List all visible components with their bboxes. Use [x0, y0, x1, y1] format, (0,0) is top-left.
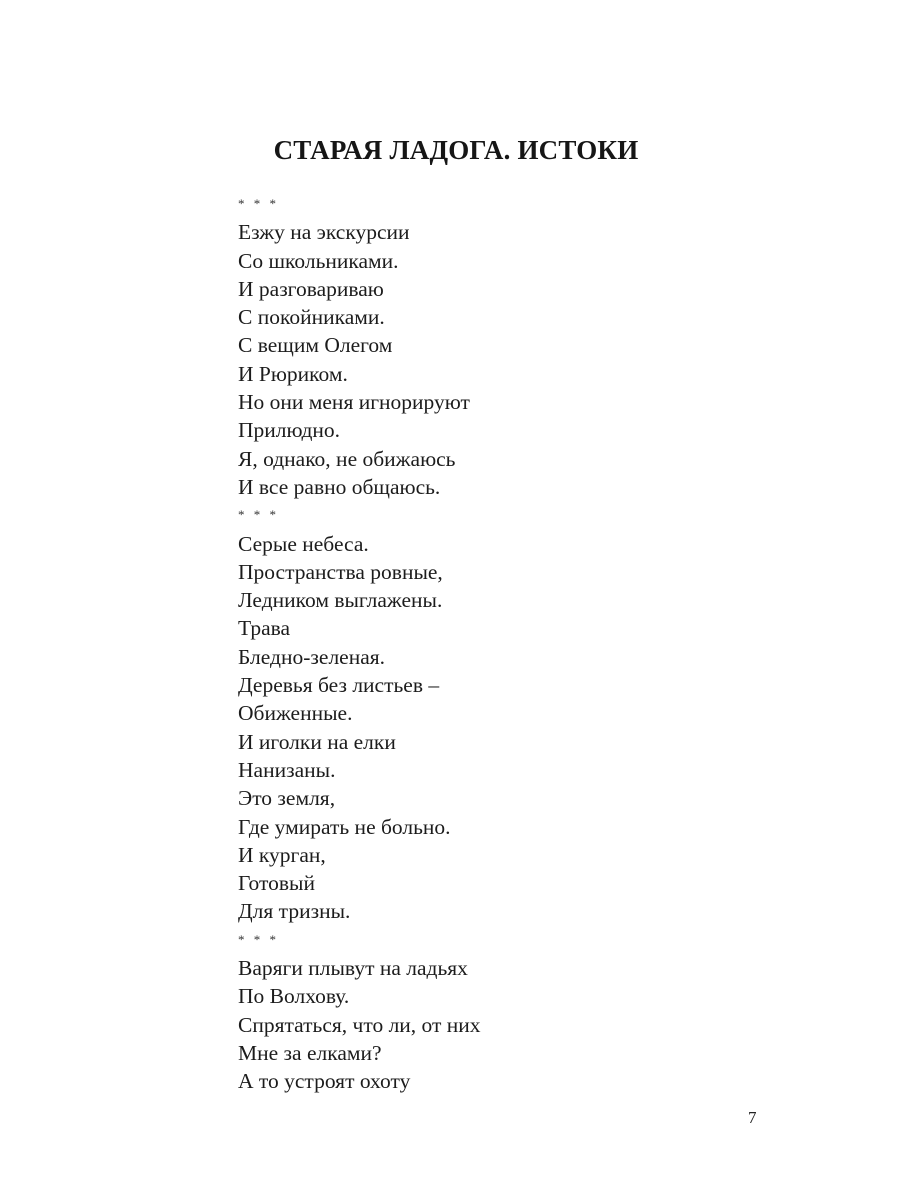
poem-line: Но они меня игнорируют — [238, 390, 470, 415]
poem-line: С покойниками. — [238, 305, 385, 330]
poem-line: Спрятаться, что ли, от них — [238, 1012, 481, 1037]
poem-line: И все равно общаюсь. — [238, 474, 441, 499]
poem-line: Трава — [238, 616, 291, 641]
poem-line: Ледником выглажены. — [238, 588, 443, 613]
page-title: СТАРАЯ ЛАДОГА. ИСТОКИ — [273, 135, 639, 165]
poem-line: Деревья без листьев – — [238, 673, 440, 698]
poem-line: Я, однако, не обижаюсь — [238, 446, 456, 471]
poem-line: Прилюдно. — [238, 418, 341, 443]
poem-line: И курган, — [238, 842, 326, 867]
poem-line: Мне за елками? — [238, 1040, 382, 1065]
poem-3 — [238, 926, 758, 1096]
poem-line: Обиженные. — [238, 701, 353, 726]
poem-line: Где умирать не больно. — [238, 814, 451, 839]
poem-line: Езжу на экскурсии — [238, 220, 410, 245]
poem-line: С вещим Олегом — [238, 333, 393, 358]
poem-2 — [238, 501, 758, 925]
poem-line: Готовый — [238, 871, 315, 896]
stanza-divider: * * * — [238, 931, 279, 947]
poem-line: Серые небеса. — [238, 531, 369, 556]
poem-1 — [238, 190, 758, 501]
poem-line: И Рюриком. — [238, 361, 348, 386]
poem-line: Бледно-зеленая. — [238, 644, 386, 669]
poem-line: И разговариваю — [238, 276, 384, 301]
poem-line: Это земля, — [238, 786, 336, 811]
poem-line: И иголки на елки — [238, 729, 396, 754]
stanza-divider: * * * — [238, 507, 279, 523]
poem-line: Нанизаны. — [238, 757, 336, 782]
page-number: 7 — [748, 1108, 757, 1127]
poem-line: Варяги плывут на ладьях — [238, 956, 468, 981]
poem-line: Для тризны. — [238, 899, 351, 924]
poem-line: По Волхову. — [238, 984, 350, 1009]
poem-body — [238, 190, 758, 1096]
poem-line: А то устроят охоту — [238, 1069, 411, 1094]
poem-line: Со школьниками. — [238, 248, 399, 273]
poem-line: Пространства ровные, — [238, 559, 443, 584]
stanza-divider: * * * — [238, 196, 279, 211]
